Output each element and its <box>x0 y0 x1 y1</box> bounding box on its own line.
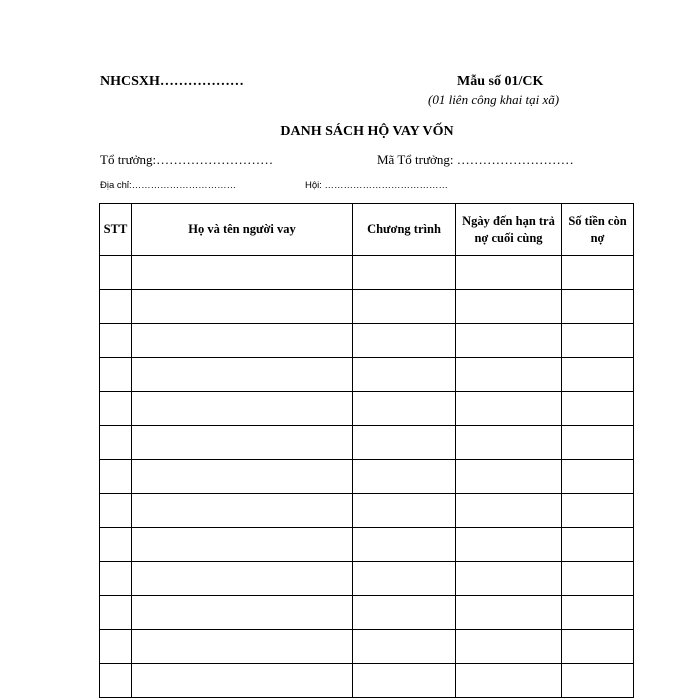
table-cell <box>132 290 353 324</box>
column-header-outstanding-amount: Số tiền còn nợ <box>562 204 634 256</box>
table-cell <box>456 324 562 358</box>
table-cell <box>353 392 456 426</box>
table-cell <box>353 528 456 562</box>
table-cell <box>132 426 353 460</box>
group-leader-code-field: Mã Tổ trưởng: ……………………… <box>377 152 574 167</box>
address-field: Địa chỉ:…………………………… <box>100 180 237 191</box>
table-cell <box>100 324 132 358</box>
form-note: (01 liên công khai tại xã) <box>428 92 560 107</box>
table-cell <box>132 630 353 664</box>
table-row <box>100 494 634 528</box>
table-cell <box>562 324 634 358</box>
table-row <box>100 256 634 290</box>
table-cell <box>353 664 456 698</box>
column-header-borrower-name: Họ và tên người vay <box>132 204 353 256</box>
table-cell <box>132 664 353 698</box>
table-cell <box>353 630 456 664</box>
column-header-program: Chương trình <box>353 204 456 256</box>
table-row <box>100 426 634 460</box>
table-cell <box>353 596 456 630</box>
form-number: Mẫu số 01/CK <box>457 74 544 89</box>
table-row <box>100 358 634 392</box>
org-label: NHCSXH……………… <box>100 74 244 89</box>
table-cell <box>456 562 562 596</box>
table-cell <box>562 460 634 494</box>
table-cell <box>100 596 132 630</box>
table-cell <box>353 426 456 460</box>
table-cell <box>100 426 132 460</box>
table-cell <box>353 358 456 392</box>
table-cell <box>132 256 353 290</box>
table-cell <box>353 562 456 596</box>
table-cell <box>562 358 634 392</box>
table-cell <box>456 460 562 494</box>
table-cell <box>132 528 353 562</box>
table-cell <box>562 664 634 698</box>
table-cell <box>132 358 353 392</box>
table-cell <box>456 358 562 392</box>
table-cell <box>456 630 562 664</box>
table-cell <box>132 596 353 630</box>
table-cell <box>456 596 562 630</box>
table-cell <box>353 460 456 494</box>
table-cell <box>132 392 353 426</box>
table-cell <box>353 290 456 324</box>
table-cell <box>100 664 132 698</box>
table-cell <box>100 358 132 392</box>
table-cell <box>353 494 456 528</box>
borrower-table <box>99 203 634 698</box>
table-row <box>100 460 634 494</box>
table-cell <box>562 562 634 596</box>
association-field: Hội: ………………………………… <box>305 180 449 191</box>
table-cell <box>562 426 634 460</box>
table-cell <box>456 426 562 460</box>
table-cell <box>132 324 353 358</box>
table-cell <box>562 290 634 324</box>
table-cell <box>456 392 562 426</box>
table-cell <box>100 528 132 562</box>
table-row <box>100 630 634 664</box>
table-cell <box>100 460 132 494</box>
table-cell <box>456 664 562 698</box>
table-cell <box>132 494 353 528</box>
table-cell <box>100 630 132 664</box>
table-cell <box>100 562 132 596</box>
table-row <box>100 528 634 562</box>
table-row <box>100 290 634 324</box>
table-cell <box>132 460 353 494</box>
column-header-stt: STT <box>100 204 132 256</box>
document-title: DANH SÁCH HỘ VAY VỐN <box>280 124 454 139</box>
table-row <box>100 324 634 358</box>
table-cell <box>562 596 634 630</box>
column-header-final-due-date: Ngày đến hạn trả nợ cuối cùng <box>456 204 562 256</box>
table-row <box>100 392 634 426</box>
group-leader-field: Tổ trưởng:……………………… <box>100 152 274 167</box>
table-row <box>100 664 634 698</box>
table-cell <box>562 392 634 426</box>
table-cell <box>353 256 456 290</box>
table-cell <box>100 256 132 290</box>
table-cell <box>562 528 634 562</box>
table-cell <box>132 562 353 596</box>
table-cell <box>100 290 132 324</box>
table-row <box>100 562 634 596</box>
table-cell <box>456 256 562 290</box>
table-cell <box>562 256 634 290</box>
table-cell <box>456 494 562 528</box>
table-cell <box>456 290 562 324</box>
table-cell <box>353 324 456 358</box>
table-body <box>100 256 634 698</box>
table-cell <box>100 494 132 528</box>
table-header-row <box>100 204 634 256</box>
table-cell <box>562 494 634 528</box>
table-cell <box>100 392 132 426</box>
table-cell <box>562 630 634 664</box>
table-row <box>100 596 634 630</box>
table-cell <box>456 528 562 562</box>
